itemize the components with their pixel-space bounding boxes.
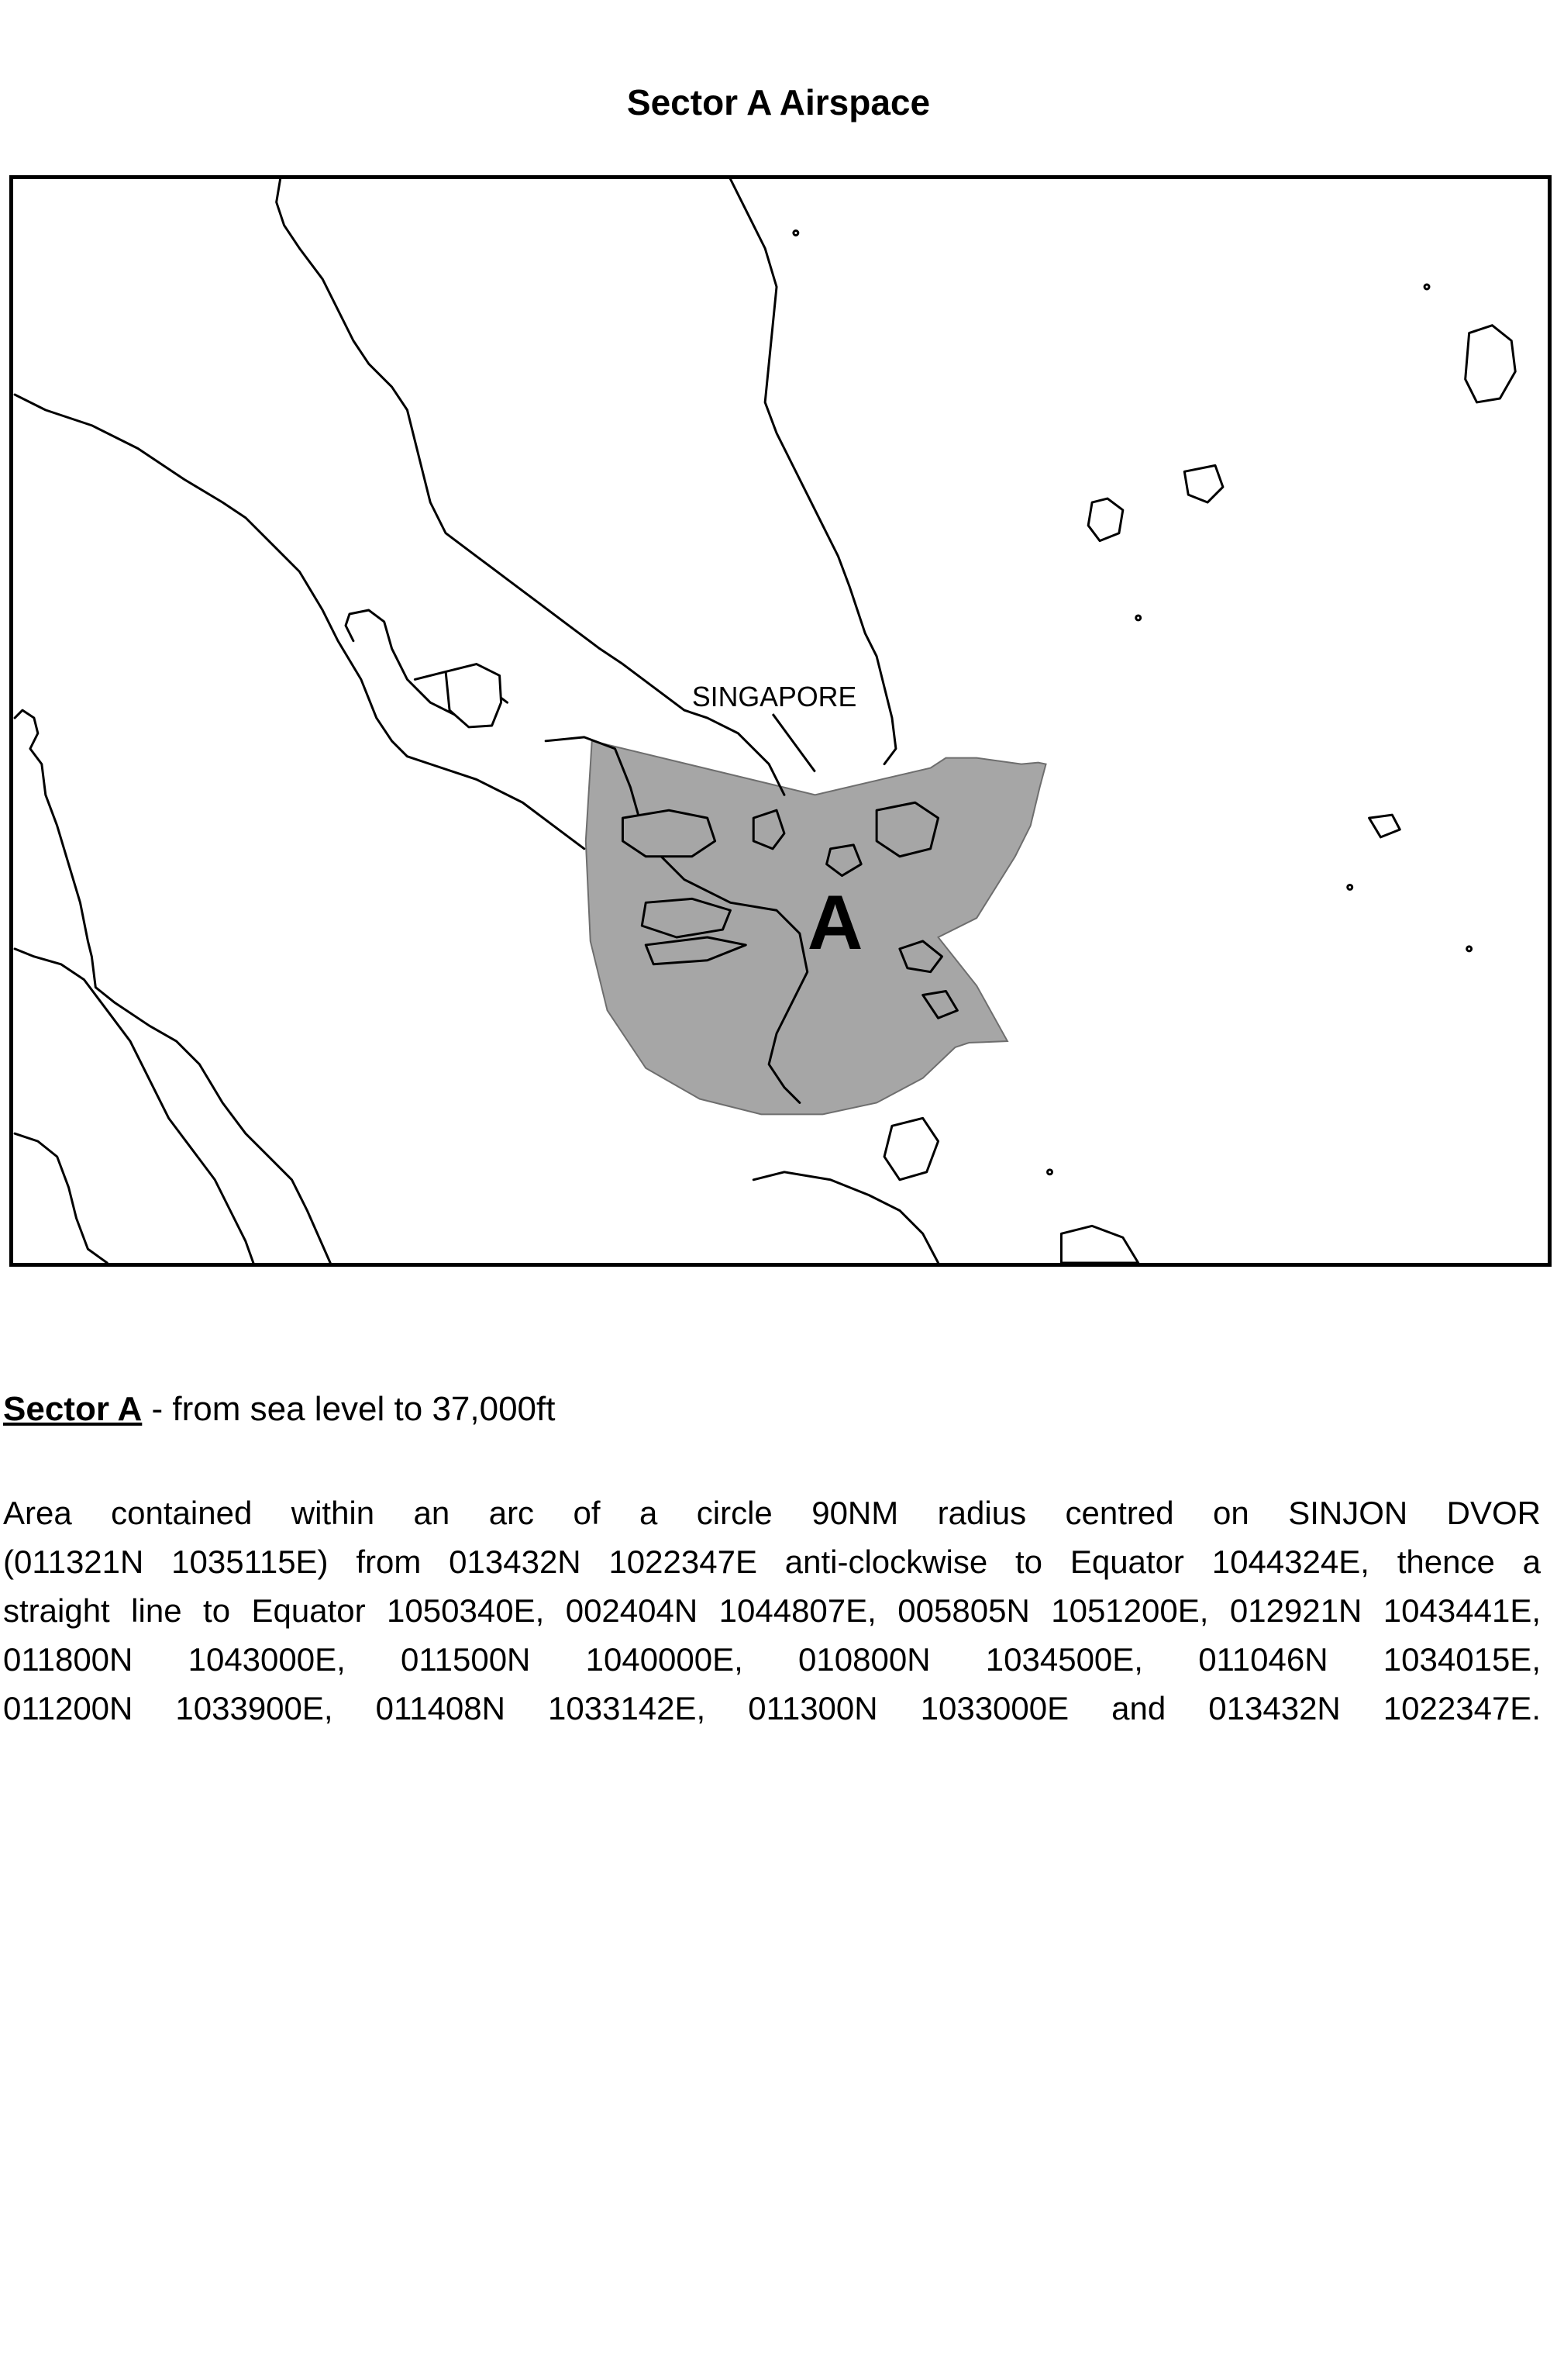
islet-3 [1136,616,1141,620]
singapore-leader-line [773,714,815,771]
map-frame [9,175,1552,1267]
islet-5 [1467,947,1472,951]
coastline-west [15,710,330,1263]
island-east-large [1466,326,1516,402]
river-inlet [346,610,461,718]
island-east-small [1369,815,1400,837]
description-line-2: (011321N 1035115E) from 013432N 1022347E anti-clockwise to Equator 1044324E, thence a [3,1544,1541,1580]
coastline-peninsula-west [15,395,584,849]
sector-heading [3,1388,555,1431]
description-line-3: straight line to Equator 1050340E, 002404N 1044807E, 005805N 1051200E, 012921N 1043441E, [3,1592,1541,1629]
island-batam [877,802,938,857]
island-natuna-cluster [1184,465,1223,502]
page-title: Sector A Airspace [626,82,931,122]
sector-altitude-text: - from sea level to 37,000ft [142,1390,556,1428]
singapore-label: SINGAPORE [691,681,857,713]
description-line-4: 011800N 1043000E, 011500N 1040000E, 010800N 1034500E, 011046N 1034015E, [3,1641,1541,1678]
island-rupat [622,810,715,857]
coastline-south [753,1172,938,1263]
description-line-1: Area contained within an arc of a circle 90NM radius centred on SINJON DVOR [3,1495,1541,1531]
islet-1 [794,231,798,236]
coastline-sw-inlet [15,1133,107,1263]
islet-6 [1048,1170,1052,1174]
island-northwest [446,664,501,727]
sector-letter-label: A [807,879,863,966]
sector-description [3,1488,1541,1733]
airspace-map [13,179,1548,1263]
island-anambas [1088,498,1123,541]
island-lingga [884,1118,939,1179]
description-line-5: 011200N 1033900E, 011408N 1033142E, 011300N 1033000E and 013432N 1022347E. [3,1690,1541,1726]
sector-name: Sector A [3,1390,143,1428]
coastline-southwest [15,949,253,1263]
island-south-east [1061,1226,1138,1263]
coastline-peninsula-east [730,179,895,764]
islet-2 [1424,285,1429,289]
islet-4 [1348,885,1352,889]
